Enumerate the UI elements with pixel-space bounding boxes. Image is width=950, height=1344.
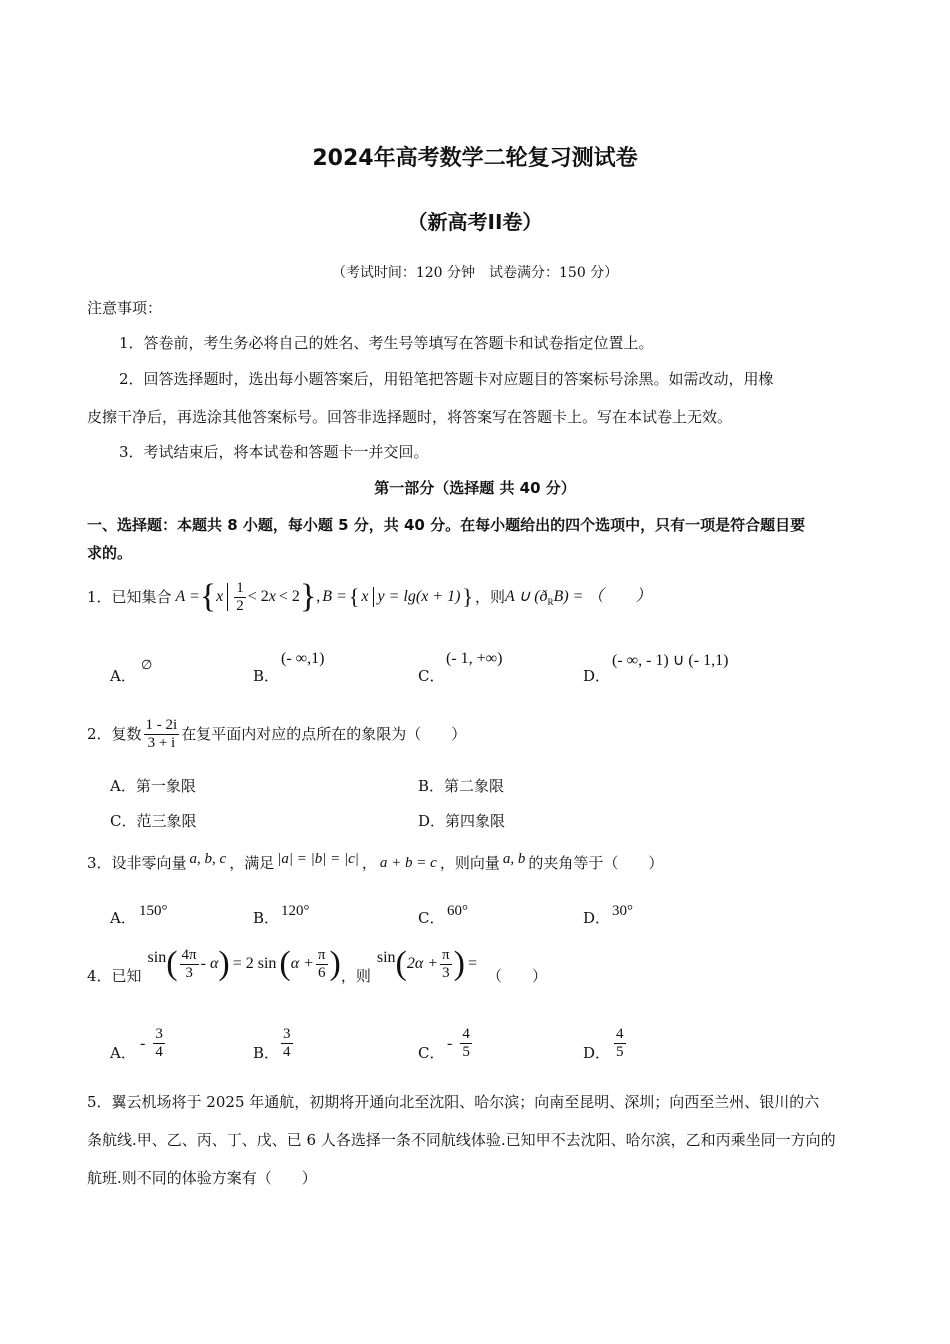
q1-subscript-r: R	[547, 597, 554, 607]
q4-option-a-fraction: $\frac{3}{4}$	[155, 1026, 163, 1060]
q1-option-b-label: B．	[253, 667, 280, 685]
question-4-stem	[87, 940, 547, 988]
q2-option-a: A．第一象限	[110, 777, 196, 795]
q2-suffix: 在复平面内对应的点所在的象限为（ ）	[181, 725, 467, 743]
q3-mid-1: ，满足	[229, 854, 275, 872]
section-1-line-2: 求的。	[87, 544, 133, 562]
q3-mid-3: ，则向量	[439, 854, 500, 872]
q4-sin-1: sin	[147, 949, 167, 966]
q4-paren-open-1: (	[166, 945, 178, 982]
q1-set-b-brace-open: {	[348, 584, 360, 609]
q4-option-c-value: - $\frac{4}{5}$	[447, 1026, 470, 1060]
question-2-stem	[87, 712, 466, 756]
q1-exponent: x	[268, 588, 276, 605]
q1-ineq-2: < 2	[278, 588, 300, 605]
q1-brace-close: }	[299, 578, 317, 615]
q4-paren-open-3: (	[395, 945, 407, 982]
q3-prefix: 3．设非零向量	[87, 854, 187, 872]
q2-option-c: C．范三象限	[110, 812, 197, 830]
q4-equals-2sin: = 2 sin	[232, 955, 277, 972]
q3-vectors: a, b, c	[189, 851, 227, 867]
q4-option-a-value: - $\frac{3}{4}$	[140, 1026, 163, 1060]
q4-option-b-label: B．	[253, 1044, 280, 1062]
q1-set-b-brace-close: }	[462, 584, 473, 609]
q4-paren-close-1: )	[218, 945, 230, 982]
q3-suffix: 的夹角等于（ ）	[528, 854, 664, 872]
q1-set-b-var: x	[361, 588, 369, 605]
q1-half-fraction: $\frac{1}{2}$	[236, 579, 244, 614]
page-title: 2024年高考数学二轮复习测试卷	[312, 146, 638, 171]
q4-option-a-label: A．	[110, 1044, 136, 1062]
q3-option-a-label: A．	[110, 909, 136, 927]
q2-prefix: 2．复数	[87, 725, 142, 743]
q4-option-c-label: C．	[418, 1044, 445, 1062]
q1-option-a-value: ∅	[141, 657, 153, 672]
q1-option-d-value: (- ∞, - 1) ∪ (- 1,1)	[612, 652, 729, 669]
q1-set-b-name: B =	[322, 588, 347, 605]
q1-brace-open: {	[199, 578, 217, 615]
question-1-stem	[87, 572, 651, 622]
q1-set-b-cond: y = lg(x + 1)	[377, 588, 461, 605]
q1-set-b-divider	[373, 587, 374, 607]
question-5-line-2: 条航线.甲、乙、丙、丁、戊、已 6 人各选择一条不同航线体验.已知甲不去沈阳、哈尔滨，乙和丙乘坐同一方向的	[87, 1131, 836, 1149]
q4-equals: =	[467, 955, 477, 972]
notice-item-3: 3．考试结束后，将本试卷和答题卡一并交回。	[119, 443, 429, 461]
q1-option-a-label: A．	[110, 667, 136, 685]
q4-paren-close-3: )	[453, 945, 465, 982]
q4-fraction-4pi-3: $\frac{4\pi}{3}$	[181, 946, 197, 981]
section-1-line-1: 一、选择题：本题共 8 小题，每小题 5 分，共 40 分。在每小题给出的四个选项中，只有一项是符合题目要	[87, 516, 806, 534]
q1-option-c-label: C．	[418, 667, 445, 685]
question-5-line-3: 航班.则不同的体验方案有（ ）	[87, 1169, 317, 1187]
q4-paren-close-2: )	[329, 945, 341, 982]
q1-option-d-label: D．	[583, 667, 611, 685]
q1-set-a-divider	[227, 583, 228, 611]
q4-then: ，则	[340, 967, 371, 985]
page-subtitle: （新高考II卷）	[407, 210, 543, 234]
q4-answer-blank: （ ）	[486, 967, 547, 985]
q2-option-b: B．第二象限	[418, 777, 505, 795]
q1-option-b-value: (- ∞,1)	[281, 650, 325, 667]
q1-ineq-1: < 2	[247, 588, 269, 605]
q4-minus-alpha: - α	[200, 955, 219, 972]
q4-fraction-pi-3: $\frac{\pi}{3}$	[442, 946, 450, 981]
q2-option-d: D．第四象限	[418, 812, 506, 830]
q4-option-b-fraction: $\frac{3}{4}$	[283, 1026, 291, 1060]
part-1-heading: 第一部分（选择题 共 40 分）	[374, 479, 576, 497]
q4-alpha-plus: α +	[290, 955, 314, 972]
q3-option-d-label: D．	[583, 909, 611, 927]
q3-option-b-label: B．	[253, 909, 280, 927]
q3-option-a-value: 150°	[139, 903, 168, 919]
q3-option-c-value: 60°	[447, 903, 468, 919]
q1-option-c-value: (- 1, +∞)	[446, 650, 503, 667]
q1-then: ，则	[474, 588, 505, 606]
question-5-line-1: 5．翼云机场将于 2025 年通航，初期将开通向北至沈阳、哈尔滨；向南至昆明、深圳；向西至兰州、银川的六	[87, 1093, 820, 1111]
q3-option-d-value: 30°	[612, 903, 633, 919]
q2-complex-fraction: $\frac{1 - 2i}{3 + i}$	[145, 716, 178, 751]
q4-option-d-fraction: $\frac{4}{5}$	[616, 1026, 624, 1060]
q1-set-a-var: x	[216, 588, 224, 605]
q4-paren-open-2: (	[279, 945, 291, 982]
q3-option-c-label: C．	[418, 909, 445, 927]
q3-option-b-value: 120°	[281, 903, 310, 919]
q3-condition-2: a + b = c	[379, 855, 437, 871]
q4-option-d-value	[612, 1026, 628, 1061]
q3-condition-1: |a| = |b| = |c|	[277, 851, 359, 867]
q1-set-a-name: A =	[175, 588, 200, 605]
notice-item-2-line-2: 皮擦干净后，再选涂其他答案标号。回答非选择题时，将答案写在答题卡上。写在本试卷上无效。	[87, 408, 733, 426]
q3-vectors-2: a, b	[502, 851, 526, 867]
q4-prefix: 4．已知	[87, 967, 142, 985]
q4-two-alpha-plus: 2α +	[406, 955, 439, 972]
q4-sin-2: sin	[376, 949, 396, 966]
notice-item-2-line-1: 2．回答选择题时，选出每小题答案后，用铅笔把答题卡对应题目的答案标号涂黑。如需改动，用橡	[119, 370, 774, 388]
q4-option-b-value	[279, 1026, 295, 1061]
q1-comma: ,	[316, 588, 321, 605]
q1-expr: A ∪ (ð	[505, 588, 548, 605]
q1-prefix: 1．已知集合	[87, 588, 172, 606]
notice-item-1: 1．答卷前，考生务必将自己的姓名、考生号等填写在答题卡和试卷指定位置上。	[119, 334, 654, 352]
q4-option-c-fraction: $\frac{4}{5}$	[462, 1026, 470, 1060]
q4-option-d-label: D．	[583, 1044, 611, 1062]
question-3-stem	[87, 848, 663, 878]
exam-info: （考试时间：120 分钟 试卷满分：150 分）	[331, 265, 619, 281]
notice-heading: 注意事项：	[87, 299, 163, 317]
q1-expr-tail: B) = （ ）	[553, 588, 652, 605]
q4-fraction-pi-6: $\frac{\pi}{6}$	[317, 946, 326, 981]
q3-mid-2: ，	[361, 854, 377, 872]
